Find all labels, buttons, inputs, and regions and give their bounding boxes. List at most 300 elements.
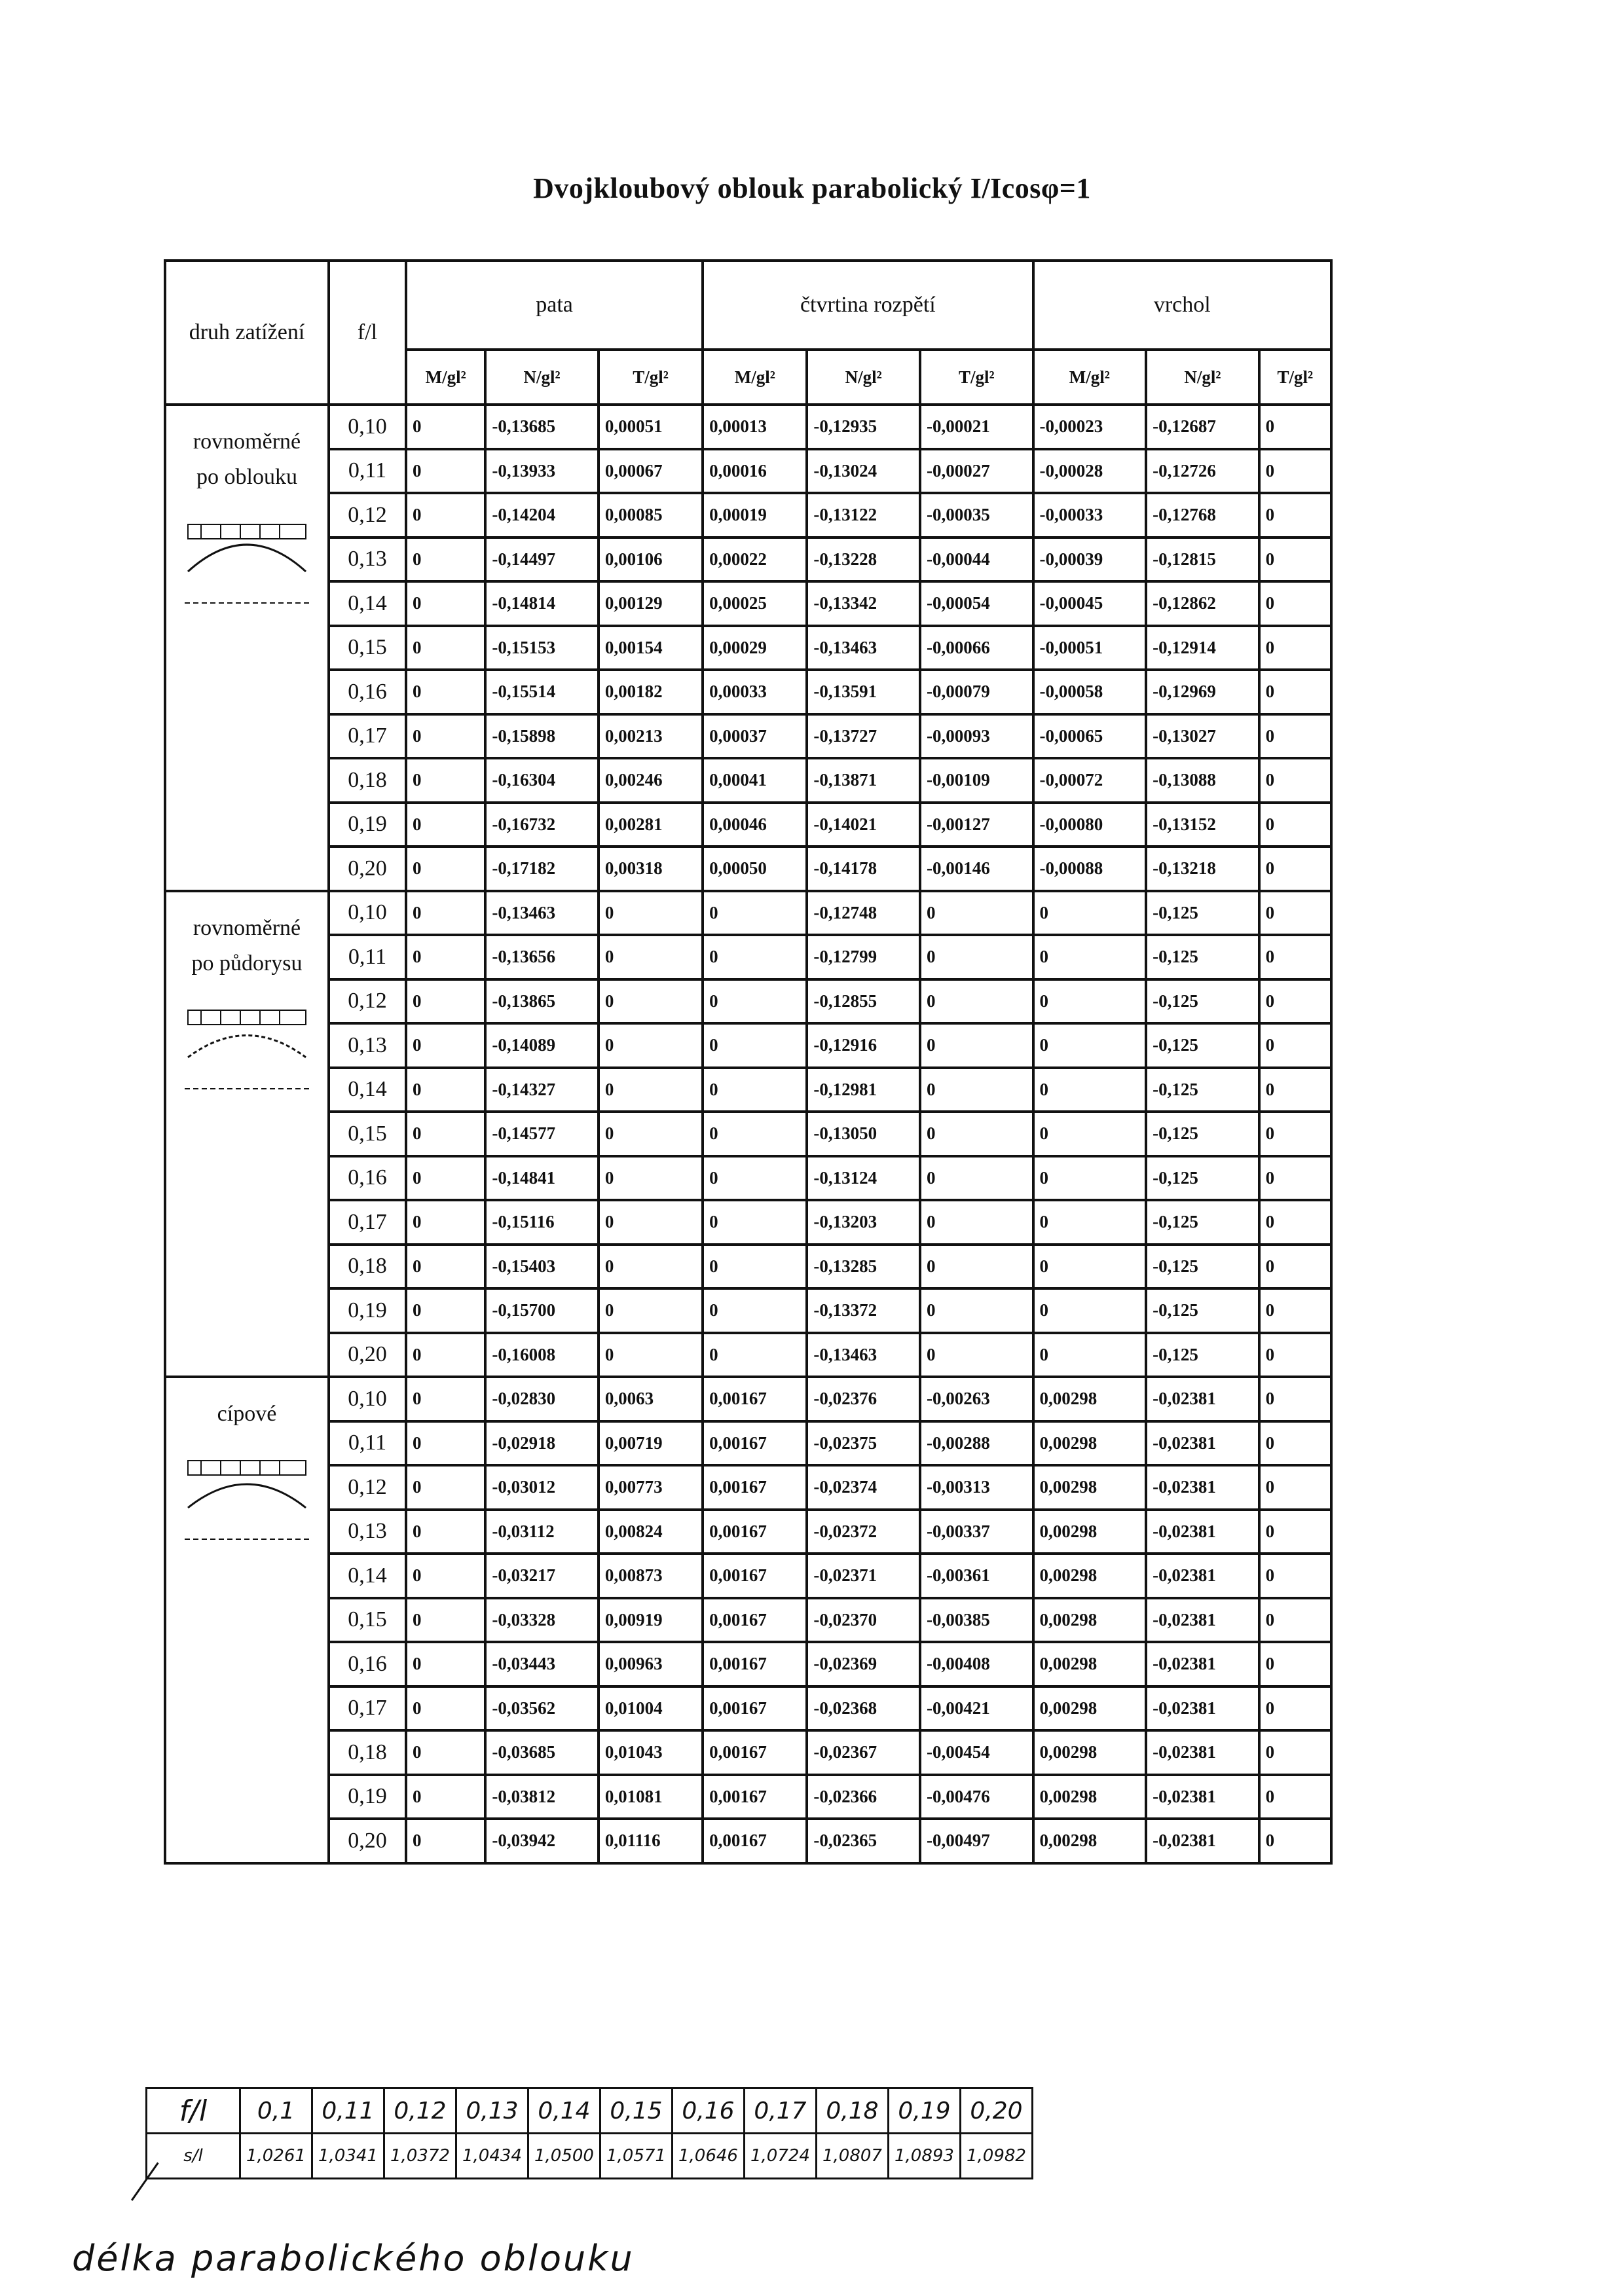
fl-cell: 0,18: [329, 758, 406, 803]
value-cell: -0,00065: [1033, 714, 1147, 759]
value-cell: 0: [406, 626, 485, 670]
value-cell: -0,00361: [920, 1554, 1033, 1598]
table-row: [165, 714, 1331, 759]
value-cell: -0,02918: [485, 1421, 599, 1466]
table-row: [165, 1642, 1331, 1686]
fl-cell: 0,13: [456, 2088, 528, 2134]
value-cell: -0,00039: [1033, 538, 1147, 582]
value-cell: -0,17182: [485, 847, 599, 891]
value-cell: 0: [1259, 1554, 1331, 1598]
fl-cell: 0,12: [329, 1465, 406, 1510]
value-cell: 0: [1259, 1023, 1331, 1068]
sl-cell: 1,0341: [312, 2134, 384, 2179]
load-sketch-icon: [170, 997, 323, 1108]
load-type-cell: [165, 1377, 329, 1863]
value-cell: 0,00050: [703, 847, 807, 891]
value-cell: -0,13124: [807, 1156, 920, 1201]
sub-header: N/gl²: [807, 350, 920, 405]
table-row: [165, 1333, 1331, 1377]
fl-cell: 0,14: [528, 2088, 600, 2134]
value-cell: 0,00298: [1033, 1775, 1147, 1819]
value-cell: -0,03012: [485, 1465, 599, 1510]
value-cell: 0: [599, 1112, 703, 1156]
value-cell: -0,12799: [807, 935, 920, 979]
value-cell: 0: [599, 1288, 703, 1333]
fl-cell: 0,17: [329, 714, 406, 759]
value-cell: -0,12981: [807, 1068, 920, 1112]
value-cell: -0,03112: [485, 1510, 599, 1554]
fl-cell: 0,20: [961, 2088, 1033, 2134]
value-cell: -0,02368: [807, 1686, 920, 1731]
table-row: [165, 493, 1331, 538]
fl-cell: 0,12: [384, 2088, 456, 2134]
value-cell: -0,03328: [485, 1598, 599, 1643]
value-cell: 0: [703, 1288, 807, 1333]
value-cell: -0,02381: [1146, 1819, 1259, 1863]
value-cell: -0,00044: [920, 538, 1033, 582]
sub-header: M/gl²: [406, 350, 485, 405]
value-cell: -0,125: [1146, 1112, 1259, 1156]
fl-cell: 0,18: [817, 2088, 889, 2134]
value-cell: 0: [920, 1333, 1033, 1377]
value-cell: 0: [406, 1112, 485, 1156]
load-type-label: cípové: [217, 1402, 277, 1426]
sl-cell: 1,0261: [240, 2134, 312, 2179]
table-row: [165, 581, 1331, 626]
value-cell: 0: [1259, 1288, 1331, 1333]
fl-cell: 0,20: [329, 1333, 406, 1377]
value-cell: 0: [1033, 1112, 1147, 1156]
value-cell: 0: [1033, 1023, 1147, 1068]
value-cell: -0,02381: [1146, 1421, 1259, 1466]
value-cell: 0: [1259, 1730, 1331, 1775]
value-cell: 0,00213: [599, 714, 703, 759]
fl-cell: 0,14: [329, 581, 406, 626]
table-row: [165, 1200, 1331, 1245]
fl-cell: 0,13: [329, 1510, 406, 1554]
value-cell: 0,00298: [1033, 1377, 1147, 1421]
value-cell: -0,14021: [807, 803, 920, 847]
value-cell: 0,00281: [599, 803, 703, 847]
value-cell: 0,00182: [599, 670, 703, 714]
value-cell: 0: [1033, 935, 1147, 979]
value-cell: 0: [1033, 1288, 1147, 1333]
value-cell: 0,00963: [599, 1642, 703, 1686]
value-cell: 0: [599, 935, 703, 979]
arc-length-table: [145, 2087, 1033, 2179]
value-cell: -0,00079: [920, 670, 1033, 714]
value-cell: 0,00067: [599, 449, 703, 494]
value-cell: 0,00167: [703, 1598, 807, 1643]
table-row: [165, 670, 1331, 714]
value-cell: -0,13372: [807, 1288, 920, 1333]
sub-header: N/gl²: [485, 350, 599, 405]
value-cell: 0: [406, 1642, 485, 1686]
fl-cell: 0,11: [329, 1421, 406, 1466]
value-cell: 0: [1033, 1333, 1147, 1377]
value-cell: -0,12935: [807, 405, 920, 449]
fl-cell: 0,10: [329, 1377, 406, 1421]
value-cell: -0,00421: [920, 1686, 1033, 1731]
value-cell: 0: [1259, 1068, 1331, 1112]
value-cell: -0,02381: [1146, 1377, 1259, 1421]
table-row: [165, 847, 1331, 891]
value-cell: 0,00298: [1033, 1819, 1147, 1863]
value-cell: -0,14497: [485, 538, 599, 582]
value-cell: 0: [1259, 1333, 1331, 1377]
value-cell: -0,12748: [807, 891, 920, 936]
fl-cell: 0,20: [329, 847, 406, 891]
value-cell: -0,13342: [807, 581, 920, 626]
value-cell: 0: [703, 1068, 807, 1112]
value-cell: 0: [1259, 1421, 1331, 1466]
fl-header: f/l: [329, 261, 406, 405]
value-cell: 0,00037: [703, 714, 807, 759]
value-cell: -0,13050: [807, 1112, 920, 1156]
value-cell: -0,00051: [1033, 626, 1147, 670]
value-cell: -0,02381: [1146, 1554, 1259, 1598]
load-type-label: rovnoměrné: [193, 429, 301, 454]
value-cell: -0,13463: [807, 1333, 920, 1377]
fl-cell: 0,17: [745, 2088, 817, 2134]
value-cell: 0: [406, 1730, 485, 1775]
value-cell: 0: [406, 1333, 485, 1377]
value-cell: 0: [1259, 670, 1331, 714]
fl-row-label: f/l: [147, 2088, 240, 2134]
value-cell: 0,00167: [703, 1554, 807, 1598]
value-cell: -0,125: [1146, 891, 1259, 936]
value-cell: 0,00824: [599, 1510, 703, 1554]
value-cell: 0,00025: [703, 581, 807, 626]
table-row: [165, 1023, 1331, 1068]
value-cell: 0,00298: [1033, 1642, 1147, 1686]
fl-cell: 0,15: [329, 1112, 406, 1156]
value-cell: -0,125: [1146, 935, 1259, 979]
fl-cell: 0,18: [329, 1245, 406, 1289]
value-cell: -0,00476: [920, 1775, 1033, 1819]
value-cell: -0,00146: [920, 847, 1033, 891]
value-cell: 0,00167: [703, 1377, 807, 1421]
value-cell: -0,00313: [920, 1465, 1033, 1510]
value-cell: 0,00013: [703, 405, 807, 449]
value-cell: -0,02381: [1146, 1598, 1259, 1643]
fl-cell: 0,19: [329, 1288, 406, 1333]
value-cell: -0,15898: [485, 714, 599, 759]
value-cell: 0,00167: [703, 1642, 807, 1686]
table-row: [165, 626, 1331, 670]
value-cell: -0,13024: [807, 449, 920, 494]
value-cell: 0,00167: [703, 1510, 807, 1554]
sub-header: N/gl²: [1146, 350, 1259, 405]
load-type-label: po půdorysu: [191, 951, 303, 975]
value-cell: -0,00385: [920, 1598, 1033, 1643]
fl-cell: 0,20: [329, 1819, 406, 1863]
value-cell: 0: [1033, 1200, 1147, 1245]
value-cell: 0: [599, 1245, 703, 1289]
fl-cell: 0,11: [312, 2088, 384, 2134]
value-cell: -0,02381: [1146, 1465, 1259, 1510]
value-cell: 0,00167: [703, 1465, 807, 1510]
value-cell: -0,13727: [807, 714, 920, 759]
value-cell: 0,00298: [1033, 1730, 1147, 1775]
value-cell: 0: [1033, 1068, 1147, 1112]
value-cell: -0,15116: [485, 1200, 599, 1245]
table-row: [165, 803, 1331, 847]
value-cell: -0,13122: [807, 493, 920, 538]
value-cell: 0: [1033, 891, 1147, 936]
sl-row-label: s/l: [147, 2134, 240, 2179]
value-cell: -0,00127: [920, 803, 1033, 847]
table-row: [165, 1598, 1331, 1643]
value-cell: 0: [1259, 1775, 1331, 1819]
value-cell: 0: [1259, 581, 1331, 626]
load-type-cell: [165, 891, 329, 1377]
load-type-label: rovnoměrné: [193, 915, 301, 940]
table-row: [165, 1377, 1331, 1421]
handwritten-note: délka parabolického oblouku: [72, 2238, 635, 2279]
value-cell: -0,13218: [1146, 847, 1259, 891]
group-header-vrchol: vrchol: [1033, 261, 1331, 350]
table-row: [165, 1156, 1331, 1201]
value-cell: 0: [703, 1200, 807, 1245]
value-cell: -0,02376: [807, 1377, 920, 1421]
value-cell: 0,00046: [703, 803, 807, 847]
table-row: [165, 1510, 1331, 1554]
value-cell: 0: [1259, 1642, 1331, 1686]
value-cell: 0: [406, 1200, 485, 1245]
value-cell: 0: [920, 1245, 1033, 1289]
fl-cell: 0,11: [329, 935, 406, 979]
value-cell: 0: [703, 1023, 807, 1068]
value-cell: 0,01116: [599, 1819, 703, 1863]
value-cell: -0,02372: [807, 1510, 920, 1554]
value-cell: 0,00051: [599, 405, 703, 449]
value-cell: -0,14089: [485, 1023, 599, 1068]
value-cell: 0,00167: [703, 1775, 807, 1819]
value-cell: 0: [599, 1200, 703, 1245]
value-cell: 0: [703, 1112, 807, 1156]
fl-cell: 0,10: [329, 405, 406, 449]
value-cell: 0: [406, 1686, 485, 1731]
sub-header: T/gl²: [920, 350, 1033, 405]
fl-cell: 0,13: [329, 1023, 406, 1068]
value-cell: -0,16008: [485, 1333, 599, 1377]
sl-cell: 1,0724: [745, 2134, 817, 2179]
value-cell: 0,00029: [703, 626, 807, 670]
value-cell: 0: [406, 538, 485, 582]
value-cell: -0,13463: [807, 626, 920, 670]
value-cell: 0,00719: [599, 1421, 703, 1466]
value-cell: 0: [599, 1068, 703, 1112]
value-cell: -0,13203: [807, 1200, 920, 1245]
value-cell: -0,02370: [807, 1598, 920, 1643]
value-cell: -0,16732: [485, 803, 599, 847]
value-cell: -0,14577: [485, 1112, 599, 1156]
value-cell: 0: [599, 979, 703, 1024]
value-cell: -0,12768: [1146, 493, 1259, 538]
value-cell: -0,12916: [807, 1023, 920, 1068]
fl-cell: 0,16: [329, 670, 406, 714]
value-cell: -0,12726: [1146, 449, 1259, 494]
value-cell: -0,03217: [485, 1554, 599, 1598]
fl-cell: 0,16: [329, 1156, 406, 1201]
table-row: [165, 935, 1331, 979]
load-type-label: po oblouku: [196, 465, 297, 490]
value-cell: 0: [1259, 1510, 1331, 1554]
value-cell: -0,02367: [807, 1730, 920, 1775]
fl-cell: 0,11: [329, 449, 406, 494]
table-row: [165, 1068, 1331, 1112]
value-cell: -0,13285: [807, 1245, 920, 1289]
value-cell: -0,00093: [920, 714, 1033, 759]
table-row: [165, 1112, 1331, 1156]
table-body: [165, 405, 1331, 1863]
value-cell: 0: [406, 670, 485, 714]
value-cell: 0: [599, 1156, 703, 1201]
value-cell: 0,0063: [599, 1377, 703, 1421]
value-cell: -0,00072: [1033, 758, 1147, 803]
value-cell: 0,00298: [1033, 1510, 1147, 1554]
fl-cell: 0,19: [329, 803, 406, 847]
value-cell: -0,03443: [485, 1642, 599, 1686]
value-cell: -0,14204: [485, 493, 599, 538]
value-cell: 0: [1259, 1819, 1331, 1863]
table-row: [165, 538, 1331, 582]
value-cell: 0,00873: [599, 1554, 703, 1598]
fl-cell: 0,15: [329, 1598, 406, 1643]
value-cell: -0,00080: [1033, 803, 1147, 847]
table-row: [165, 405, 1331, 449]
value-cell: -0,12855: [807, 979, 920, 1024]
value-cell: 0: [1259, 714, 1331, 759]
fl-cell: 0,12: [329, 493, 406, 538]
table-row: [165, 1730, 1331, 1775]
value-cell: -0,13933: [485, 449, 599, 494]
load-type-header: druh zatížení: [165, 261, 329, 405]
value-cell: 0,00167: [703, 1686, 807, 1731]
value-cell: -0,00497: [920, 1819, 1033, 1863]
value-cell: 0: [1259, 449, 1331, 494]
value-cell: 0: [406, 1288, 485, 1333]
value-cell: -0,00058: [1033, 670, 1147, 714]
value-cell: -0,00035: [920, 493, 1033, 538]
value-cell: 0: [920, 1156, 1033, 1201]
value-cell: -0,125: [1146, 1288, 1259, 1333]
value-cell: 0: [406, 1421, 485, 1466]
value-cell: -0,13656: [485, 935, 599, 979]
value-cell: 0: [406, 1377, 485, 1421]
value-cell: -0,14327: [485, 1068, 599, 1112]
value-cell: -0,00088: [1033, 847, 1147, 891]
sub-header: T/gl²: [599, 350, 703, 405]
value-cell: 0: [406, 1598, 485, 1643]
value-cell: 0,00246: [599, 758, 703, 803]
value-cell: 0: [920, 891, 1033, 936]
value-cell: -0,125: [1146, 1245, 1259, 1289]
value-cell: -0,12815: [1146, 538, 1259, 582]
value-cell: 0: [703, 891, 807, 936]
value-cell: 0: [1259, 1465, 1331, 1510]
value-cell: 0: [920, 1288, 1033, 1333]
sl-cell: 1,0434: [456, 2134, 528, 2179]
value-cell: 0: [406, 714, 485, 759]
table-row: [165, 1465, 1331, 1510]
value-cell: -0,02381: [1146, 1686, 1259, 1731]
value-cell: 0,00318: [599, 847, 703, 891]
fl-cell: 0,1: [240, 2088, 312, 2134]
value-cell: -0,12969: [1146, 670, 1259, 714]
value-cell: -0,13088: [1146, 758, 1259, 803]
fl-cell: 0,17: [329, 1686, 406, 1731]
value-cell: 0: [1259, 847, 1331, 891]
sl-cell: 1,0893: [889, 2134, 961, 2179]
value-cell: -0,15153: [485, 626, 599, 670]
value-cell: 0,00106: [599, 538, 703, 582]
value-cell: -0,14178: [807, 847, 920, 891]
value-cell: -0,00263: [920, 1377, 1033, 1421]
fl-cell: 0,19: [329, 1775, 406, 1819]
table-row: [165, 891, 1331, 936]
sl-cell: 1,0372: [384, 2134, 456, 2179]
value-cell: 0: [406, 1554, 485, 1598]
value-cell: 0: [406, 405, 485, 449]
value-cell: 0: [920, 935, 1033, 979]
value-cell: -0,125: [1146, 1156, 1259, 1201]
value-cell: -0,02381: [1146, 1775, 1259, 1819]
value-cell: -0,13027: [1146, 714, 1259, 759]
fl-cell: 0,17: [329, 1200, 406, 1245]
table-row: [165, 1421, 1331, 1466]
value-cell: 0: [1259, 493, 1331, 538]
value-cell: -0,12687: [1146, 405, 1259, 449]
value-cell: 0,00085: [599, 493, 703, 538]
sl-cell: 1,0571: [600, 2134, 673, 2179]
value-cell: -0,02365: [807, 1819, 920, 1863]
value-cell: 0,00041: [703, 758, 807, 803]
value-cell: -0,00023: [1033, 405, 1147, 449]
value-cell: -0,02381: [1146, 1510, 1259, 1554]
value-cell: 0,00919: [599, 1598, 703, 1643]
value-cell: -0,14841: [485, 1156, 599, 1201]
coefficient-table: [164, 259, 1333, 1865]
fl-cell: 0,14: [329, 1068, 406, 1112]
table-row: [165, 1819, 1331, 1863]
value-cell: 0,00773: [599, 1465, 703, 1510]
value-cell: -0,00408: [920, 1642, 1033, 1686]
sub-header: M/gl²: [1033, 350, 1147, 405]
value-cell: -0,15700: [485, 1288, 599, 1333]
value-cell: 0: [406, 1775, 485, 1819]
value-cell: -0,02830: [485, 1377, 599, 1421]
value-cell: 0,00022: [703, 538, 807, 582]
value-cell: -0,14814: [485, 581, 599, 626]
fl-cell: 0,12: [329, 979, 406, 1024]
value-cell: -0,00109: [920, 758, 1033, 803]
value-cell: -0,13871: [807, 758, 920, 803]
value-cell: 0,00298: [1033, 1465, 1147, 1510]
value-cell: -0,00045: [1033, 581, 1147, 626]
value-cell: 0: [1259, 1156, 1331, 1201]
value-cell: 0: [703, 935, 807, 979]
value-cell: -0,02381: [1146, 1730, 1259, 1775]
value-cell: 0: [1259, 891, 1331, 936]
table-row: [165, 1288, 1331, 1333]
value-cell: 0: [1259, 1598, 1331, 1643]
value-cell: 0: [406, 581, 485, 626]
table-row: [165, 1554, 1331, 1598]
value-cell: 0: [703, 979, 807, 1024]
value-cell: -0,15403: [485, 1245, 599, 1289]
